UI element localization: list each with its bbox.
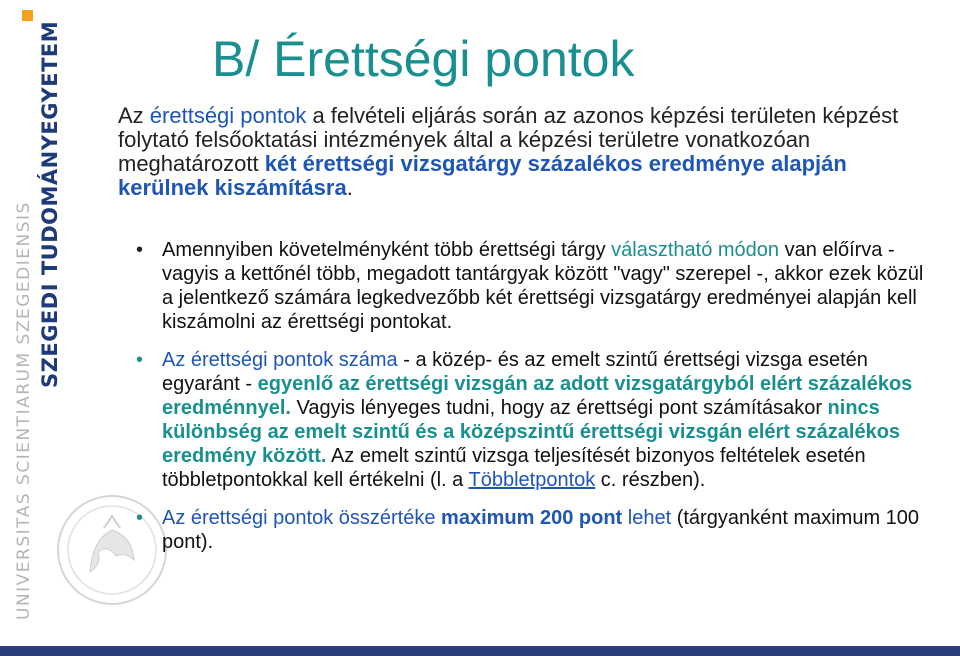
intro-highlight-ket-targy: két érettségi vizsgatárgy százalékos eredménye alapján kerülnek kiszámításra — [118, 151, 847, 200]
page-title: B/ Érettségi pontok — [212, 31, 635, 87]
bullet-text: Vagyis lényeges tudni, hogy az érettségi pont számításakor — [290, 397, 828, 419]
bullet-icon: • — [136, 239, 144, 261]
bullet-item-valaszthato — [130, 238, 930, 334]
bullet-text: (tárgyanként maximum 100 pont). — [162, 507, 920, 553]
bullet-highlight-bold: egyenlő az érettségi vizsgán az adott vizsgatárgyból elért százalékos eredménnyel. — [162, 373, 913, 419]
logo-accent-square — [22, 10, 33, 21]
bullet-highlight-bold: maximum 200 pont — [441, 507, 623, 529]
bullet-highlight: lehet — [622, 507, 672, 529]
bullet-highlight-bold: nincs különbség az emelt szintű és a középszintű érettségi vizsgán elért százalékos eredmény között. — [162, 397, 901, 467]
bullet-item-osszertek — [130, 506, 930, 554]
bullet-text: van előírva - vagyis a kettőnél több, megadott tantárgyak között "vagy" szerepel -, akkor ezek közül a jelentkező számára legkedvezőbb két érettségi vizsgatárgy eredményei alapján kell kiszámolni az érettségi pontokat. — [162, 239, 924, 333]
intro-text: a felvételi eljárás során az azonos képzési területen képzést folytató felsőoktatási intézmények által a képzési területre vonatkozóan meghatározott — [118, 103, 899, 176]
bullet-highlight: Az érettségi pontok száma — [162, 349, 398, 371]
bullet-highlight: választható módon — [611, 239, 780, 261]
bullet-text: c. részben). — [595, 469, 706, 491]
university-name: SZEGEDI TUDOMÁNYEGYETEM — [38, 20, 62, 388]
intro-highlight-erettsegi-pontok: érettségi pontok — [149, 103, 307, 128]
bullet-text: Az emelt szintű vizsga teljesítését bizonyos feltételek esetén többletpontokkal kell értékelni (l. a — [162, 445, 866, 491]
intro-text: Az — [118, 103, 150, 128]
bullet-text: Amennyiben követelményként több érettségi tárgy — [162, 239, 612, 261]
footer-bar — [0, 646, 960, 656]
bullet-icon: • — [136, 349, 144, 371]
intro-text: . — [346, 175, 353, 200]
bullet-icon: • — [136, 507, 144, 529]
bullet-text: - a közép- és az emelt szintű érettségi vizsga esetén egyaránt - — [162, 349, 868, 395]
bullet-list — [130, 238, 930, 568]
bullet-highlight: Az érettségi pontok összértéke — [162, 507, 442, 529]
university-latin-name: UNIVERSITAS SCIENTIARUM SZEGEDIENSIS — [14, 201, 34, 620]
intro-paragraph — [118, 104, 918, 200]
tobbletpontok-link[interactable]: Többletpontok — [468, 469, 596, 491]
bullet-item-pontok-szama — [130, 348, 930, 492]
